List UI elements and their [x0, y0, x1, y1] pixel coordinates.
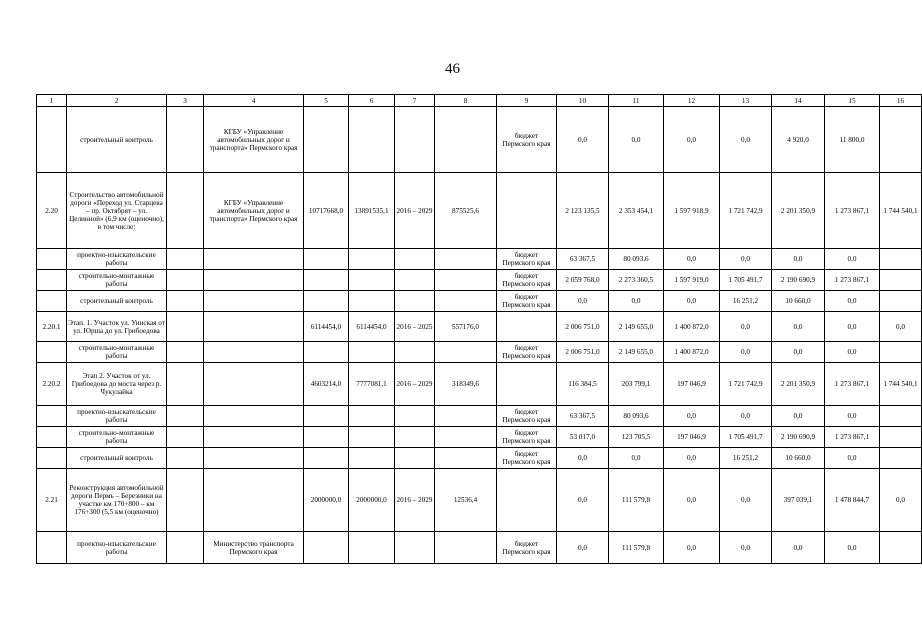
table-cell: 111 579,8 [609, 469, 664, 532]
table-cell [204, 427, 304, 448]
table-cell [349, 532, 395, 564]
table-row [37, 291, 922, 312]
table-cell [204, 406, 304, 427]
table-cell: 123 705,5 [609, 427, 664, 448]
header-cell: 2 [67, 95, 167, 107]
table-cell: 2 149 655,0 [609, 312, 664, 342]
table-cell: бюджет Пермского края [497, 342, 557, 363]
table-cell: 875525,6 [435, 173, 497, 249]
table-cell: 0,0 [609, 107, 664, 173]
table-cell: 1 400 872,0 [664, 342, 720, 363]
table-cell [435, 342, 497, 363]
table-cell: 116 384,5 [557, 363, 609, 406]
table-cell: 2 273 360,5 [609, 270, 664, 291]
table-cell: 0,0 [557, 469, 609, 532]
table-cell [349, 342, 395, 363]
table-cell: 2.20.2 [37, 363, 67, 406]
table-cell [304, 270, 349, 291]
table-cell: 0,0 [825, 249, 880, 270]
table-cell [395, 270, 435, 291]
table-cell [37, 427, 67, 448]
table-row [37, 270, 922, 291]
table-cell [204, 249, 304, 270]
table-cell [395, 532, 435, 564]
table-cell: 10 660,0 [772, 291, 825, 312]
table-cell [880, 249, 922, 270]
table-cell: 0,0 [557, 532, 609, 564]
table-row [37, 532, 922, 564]
table-cell: строительный контроль [67, 107, 167, 173]
table-cell: строительный контроль [67, 448, 167, 469]
table-cell: 2000000,0 [349, 469, 395, 532]
table-cell: 0,0 [664, 448, 720, 469]
table-cell: 80 093,6 [609, 406, 664, 427]
table-cell: 2 201 350,9 [772, 363, 825, 406]
table-cell: 2 006 751,0 [557, 312, 609, 342]
header-cell: 11 [609, 95, 664, 107]
table-cell [304, 406, 349, 427]
table-cell: 0,0 [609, 291, 664, 312]
table-cell: 53 017,0 [557, 427, 609, 448]
table-row [37, 469, 922, 532]
table-cell: 2016 – 2029 [395, 173, 435, 249]
table-cell [880, 270, 922, 291]
table-cell [37, 107, 67, 173]
table-cell [167, 312, 204, 342]
table-row [37, 173, 922, 249]
table-cell: Министерство транспорта Пермского края [204, 532, 304, 564]
table-row [37, 249, 922, 270]
table-cell: проектно-изыскательские работы [67, 532, 167, 564]
table-cell: 397 039,1 [772, 469, 825, 532]
table-cell: 0,0 [557, 291, 609, 312]
table-row [37, 427, 922, 448]
table-row [37, 312, 922, 342]
header-cell: 16 [880, 95, 922, 107]
table-cell: 1 273 867,1 [825, 270, 880, 291]
table-cell [204, 448, 304, 469]
table-cell [304, 448, 349, 469]
table-cell: 0,0 [772, 249, 825, 270]
table-cell: 6114454,0 [349, 312, 395, 342]
table-cell: 63 367,5 [557, 406, 609, 427]
header-cell: 7 [395, 95, 435, 107]
table-cell: 1 705 491,7 [720, 270, 772, 291]
table-cell: 0,0 [825, 291, 880, 312]
table-cell [349, 291, 395, 312]
table-cell: 2.21 [37, 469, 67, 532]
header-cell: 3 [167, 95, 204, 107]
table-cell [304, 532, 349, 564]
table-cell: 63 367,5 [557, 249, 609, 270]
table-row [37, 363, 922, 406]
table-cell: бюджет Пермского края [497, 107, 557, 173]
table-cell: 2 059 768,0 [557, 270, 609, 291]
table-cell [167, 469, 204, 532]
table-cell [880, 427, 922, 448]
header-cell: 12 [664, 95, 720, 107]
header-cell: 1 [37, 95, 67, 107]
table-cell: 12536,4 [435, 469, 497, 532]
table-cell: строительный контроль [67, 291, 167, 312]
table-cell [167, 363, 204, 406]
table-cell: КГБУ «Управление автомобильных дорог и транспорта» Пермского края [204, 107, 304, 173]
table-cell [435, 270, 497, 291]
table-cell: 0,0 [557, 448, 609, 469]
table-cell: 1 721 742,9 [720, 173, 772, 249]
table-cell [880, 291, 922, 312]
table-cell: 0,0 [825, 312, 880, 342]
table-cell [349, 448, 395, 469]
table-cell [880, 448, 922, 469]
table-cell [167, 532, 204, 564]
table-cell [497, 312, 557, 342]
table-cell: 0,0 [772, 532, 825, 564]
table-cell: Реконструкция автомобильной дороги Пермь – Березники на участке км 170+800 – км 176+300 (5,5 км (оценочно) [67, 469, 167, 532]
table-cell [880, 107, 922, 173]
table-cell [304, 249, 349, 270]
table-cell: 1 744 540,1 [880, 173, 922, 249]
table-cell: 2016 – 2029 [395, 363, 435, 406]
table-cell [395, 406, 435, 427]
table-cell [37, 532, 67, 564]
table-cell: 0,0 [825, 342, 880, 363]
table-cell: строительно-монтажные работы [67, 342, 167, 363]
table-cell: 1 273 867,1 [825, 427, 880, 448]
table-cell: 0,0 [664, 469, 720, 532]
header-cell: 15 [825, 95, 880, 107]
page-number: 46 [445, 61, 460, 77]
table-cell: 1 597 918,9 [664, 173, 720, 249]
table-cell: Строительство автомобильной дороги «Переход ул. Старцева – пр. Октябрят – ул. Целинной» (6,9 км (оценочно), в том числе: [67, 173, 167, 249]
table-row [37, 342, 922, 363]
table-cell: 1 273 867,1 [825, 363, 880, 406]
table-cell: 197 046,9 [664, 363, 720, 406]
table-cell [435, 107, 497, 173]
table-cell: Этап. 1. Участок ул. Уинская от ул. Юрша до ул. Грибоедова [67, 312, 167, 342]
table-cell [204, 312, 304, 342]
table-cell: 318349,6 [435, 363, 497, 406]
table-cell: 0,0 [825, 448, 880, 469]
table-cell [204, 363, 304, 406]
table-cell: бюджет Пермского края [497, 427, 557, 448]
table-cell: 0,0 [664, 249, 720, 270]
table-cell: 1 597 919,0 [664, 270, 720, 291]
table-row [37, 107, 922, 173]
table-cell [395, 249, 435, 270]
table-cell: 557176,0 [435, 312, 497, 342]
table-cell: 2 149 655,0 [609, 342, 664, 363]
header-cell: 13 [720, 95, 772, 107]
table-cell: 203 799,1 [609, 363, 664, 406]
table-cell [349, 249, 395, 270]
table-cell: бюджет Пермского края [497, 448, 557, 469]
table-cell: проектно-изыскательские работы [67, 406, 167, 427]
table-cell [204, 469, 304, 532]
table-cell: строительно-монтажные работы [67, 270, 167, 291]
table-cell: 4 920,0 [772, 107, 825, 173]
table-cell: 0,0 [880, 469, 922, 532]
table-cell: проектно-изыскательские работы [67, 249, 167, 270]
table-cell [395, 291, 435, 312]
table-cell: бюджет Пермского края [497, 532, 557, 564]
table-cell: 2 123 135,5 [557, 173, 609, 249]
table-cell: 0,0 [825, 406, 880, 427]
table-cell: 2016 – 2025 [395, 312, 435, 342]
table-cell: 197 046,9 [664, 427, 720, 448]
table-cell [167, 249, 204, 270]
table-cell [349, 406, 395, 427]
table-cell: Этап 2. Участок от ул. Грибоедова до моста через р. Чукулайка [67, 363, 167, 406]
table-cell [304, 291, 349, 312]
table-cell [435, 427, 497, 448]
table-cell: 1 400 872,0 [664, 312, 720, 342]
table-cell: 0,0 [720, 312, 772, 342]
table-cell: 0,0 [664, 291, 720, 312]
table-cell [497, 363, 557, 406]
table-row [37, 406, 922, 427]
table-cell [167, 270, 204, 291]
table-cell [167, 173, 204, 249]
table-cell [349, 107, 395, 173]
header-cell: 5 [304, 95, 349, 107]
table-cell: 0,0 [664, 532, 720, 564]
table-cell: 7777081,1 [349, 363, 395, 406]
table-cell [435, 532, 497, 564]
table-row [37, 448, 922, 469]
header-cell: 10 [557, 95, 609, 107]
table-cell [37, 249, 67, 270]
table-cell: бюджет Пермского края [497, 291, 557, 312]
table-cell [204, 342, 304, 363]
table-cell [304, 342, 349, 363]
table-cell [37, 406, 67, 427]
table-cell [435, 249, 497, 270]
header-cell: 14 [772, 95, 825, 107]
table-cell: 80 093,6 [609, 249, 664, 270]
table-cell: 0,0 [720, 249, 772, 270]
table-cell: 2 006 751,0 [557, 342, 609, 363]
table-cell [304, 107, 349, 173]
table-cell: 2 190 690,9 [772, 270, 825, 291]
table-cell: 2 201 350,9 [772, 173, 825, 249]
table-cell [167, 107, 204, 173]
table-cell: 11 800,0 [825, 107, 880, 173]
table-cell [167, 448, 204, 469]
table-cell: 2000000,0 [304, 469, 349, 532]
table-cell [880, 342, 922, 363]
table-cell: 10717668,0 [304, 173, 349, 249]
table-cell: 2016 – 2029 [395, 469, 435, 532]
table-cell [435, 406, 497, 427]
table-cell: 16 251,2 [720, 448, 772, 469]
header-cell: 4 [204, 95, 304, 107]
table-cell: бюджет Пермского края [497, 406, 557, 427]
table-cell [880, 406, 922, 427]
table-cell: 1 273 867,1 [825, 173, 880, 249]
header-cell: 9 [497, 95, 557, 107]
table-cell [37, 342, 67, 363]
table-cell [167, 291, 204, 312]
table-cell [349, 427, 395, 448]
table-cell: 13891535,1 [349, 173, 395, 249]
table-cell [395, 107, 435, 173]
table-cell: 0,0 [772, 406, 825, 427]
table-cell: 0,0 [720, 406, 772, 427]
table-cell: КГБУ «Управление автомобильных дорог и транспорта» Пермского края [204, 173, 304, 249]
table-cell: 0,0 [664, 107, 720, 173]
table-cell: 0,0 [720, 342, 772, 363]
table-cell: 2.20 [37, 173, 67, 249]
table-cell [37, 270, 67, 291]
table-cell: 2.20.1 [37, 312, 67, 342]
table-cell: 16 251,2 [720, 291, 772, 312]
table-cell [497, 173, 557, 249]
table-cell [395, 427, 435, 448]
table-cell [37, 448, 67, 469]
table-cell [395, 448, 435, 469]
program-table [36, 94, 922, 564]
table-cell: 10 660,0 [772, 448, 825, 469]
table-cell: 4603214,0 [304, 363, 349, 406]
header-row [37, 95, 922, 107]
table-cell [435, 291, 497, 312]
table-cell: 0,0 [772, 342, 825, 363]
table-cell: 1 705 491,7 [720, 427, 772, 448]
table-cell: 0,0 [609, 448, 664, 469]
table-cell: 1 478 844,7 [825, 469, 880, 532]
table-cell: 111 579,8 [609, 532, 664, 564]
table-body [37, 95, 922, 564]
table-cell [167, 342, 204, 363]
table-cell [497, 469, 557, 532]
table-cell [37, 291, 67, 312]
table-cell: 2 190 690,9 [772, 427, 825, 448]
table-cell: бюджет Пермского края [497, 270, 557, 291]
table-cell [880, 532, 922, 564]
table-cell: 2 353 454,1 [609, 173, 664, 249]
table-cell [395, 342, 435, 363]
table-cell: 6114454,0 [304, 312, 349, 342]
table-cell [435, 448, 497, 469]
table-cell: 0,0 [664, 406, 720, 427]
table-cell: 0,0 [720, 532, 772, 564]
table-cell: 0,0 [880, 312, 922, 342]
table-cell: строительно-монтажные работы [67, 427, 167, 448]
table-cell [304, 427, 349, 448]
table-cell [204, 270, 304, 291]
table-cell: бюджет Пермского края [497, 249, 557, 270]
header-cell: 6 [349, 95, 395, 107]
table-cell [349, 270, 395, 291]
table-cell: 0,0 [557, 107, 609, 173]
table-cell: 0,0 [772, 312, 825, 342]
table-cell [204, 291, 304, 312]
table-cell: 0,0 [720, 107, 772, 173]
table-cell: 1 744 540,1 [880, 363, 922, 406]
header-cell: 8 [435, 95, 497, 107]
table-cell: 0,0 [720, 469, 772, 532]
table-cell: 0,0 [825, 532, 880, 564]
table-cell [167, 427, 204, 448]
table-cell [167, 406, 204, 427]
table-cell: 1 721 742,9 [720, 363, 772, 406]
